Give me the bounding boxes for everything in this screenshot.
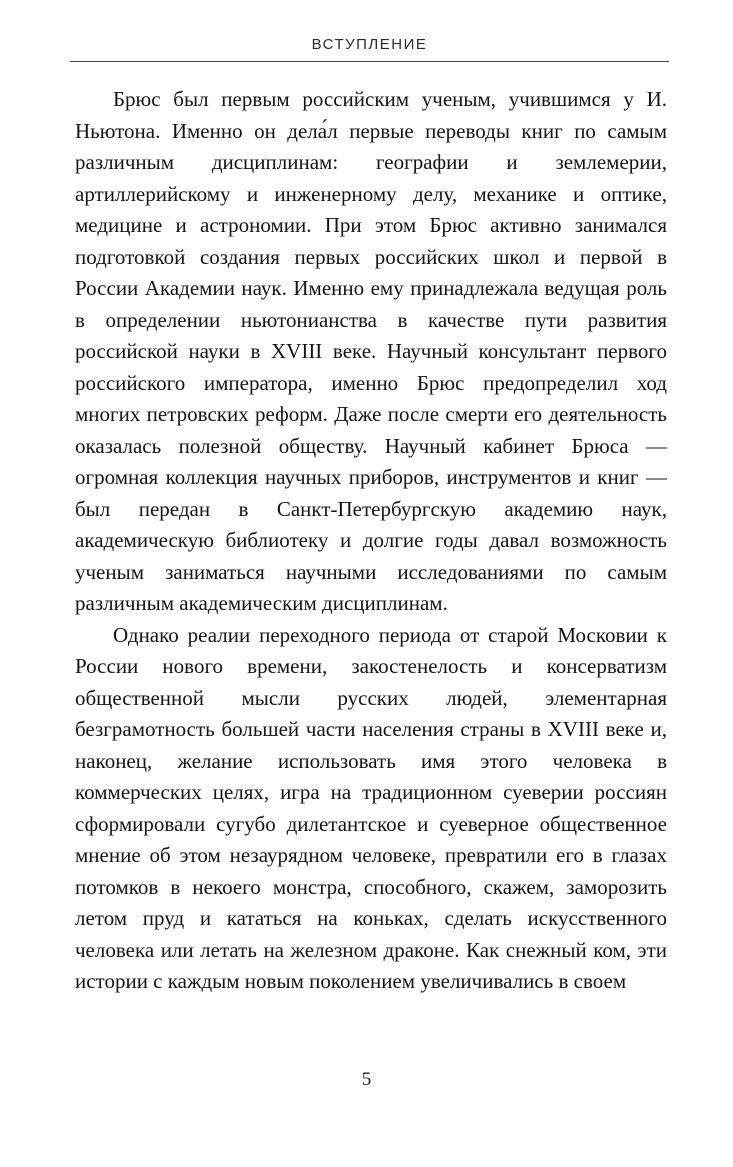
page-number: 5 [361,1069,372,1090]
chapter-title: ВСТУПЛЕНИЕ [311,36,428,53]
paragraph: Однако реалии переходного периода от старой Московии к России нового времени, закостенелость и консерватизм общественной мысли русских людей, элементарная безграмотность большей части населения страны в XVIII веке и, наконец, желание использовать имя этого человека в коммерческих целях, игра на традиционном суеверии россиян сформировали сугубо дилетантское и суеверное общественное мнение об этом незаурядном человеке, превратили его в глазах потомков в некоего монстра, способного, скажем, заморозить летом пруд и кататься на коньках, сделать искусственного человека или летать на железном драконе. Как снежный ком, эти истории с каждым новым поколением увеличивались в своем [75,622,667,993]
running-header [70,36,669,62]
paragraph: Брюс был первым российским ученым, учившимся у И. Ньютона. Именно он дела́л первые переводы книг по самым различным дисциплинам: географии и землемерии, артиллерийскому и инженерному делу, механике и оптике, медицине и астрономии. При этом Брюс активно занимался подготовкой создания первых российских школ и первой в России Академии наук. Именно ему принадлежала ведущая роль в определении ньютонианства в качестве пути развития российской науки в XVIII веке. Научный консультант первого российского императора, именно Брюс предопределил ход многих петровских реформ. Даже после смерти его деятельность оказалась полезной обществу. Научный кабинет Брюса — огромная коллекция научных приборов, инструментов и книг — был передан в Санкт-Петербургскую академию наук, академическую библиотеку и долгие годы давал возможность ученым заниматься научными исследованиями по самым различным академическим дисциплинам. [75,87,667,615]
page-text [75,84,667,998]
header-rule [70,61,669,62]
